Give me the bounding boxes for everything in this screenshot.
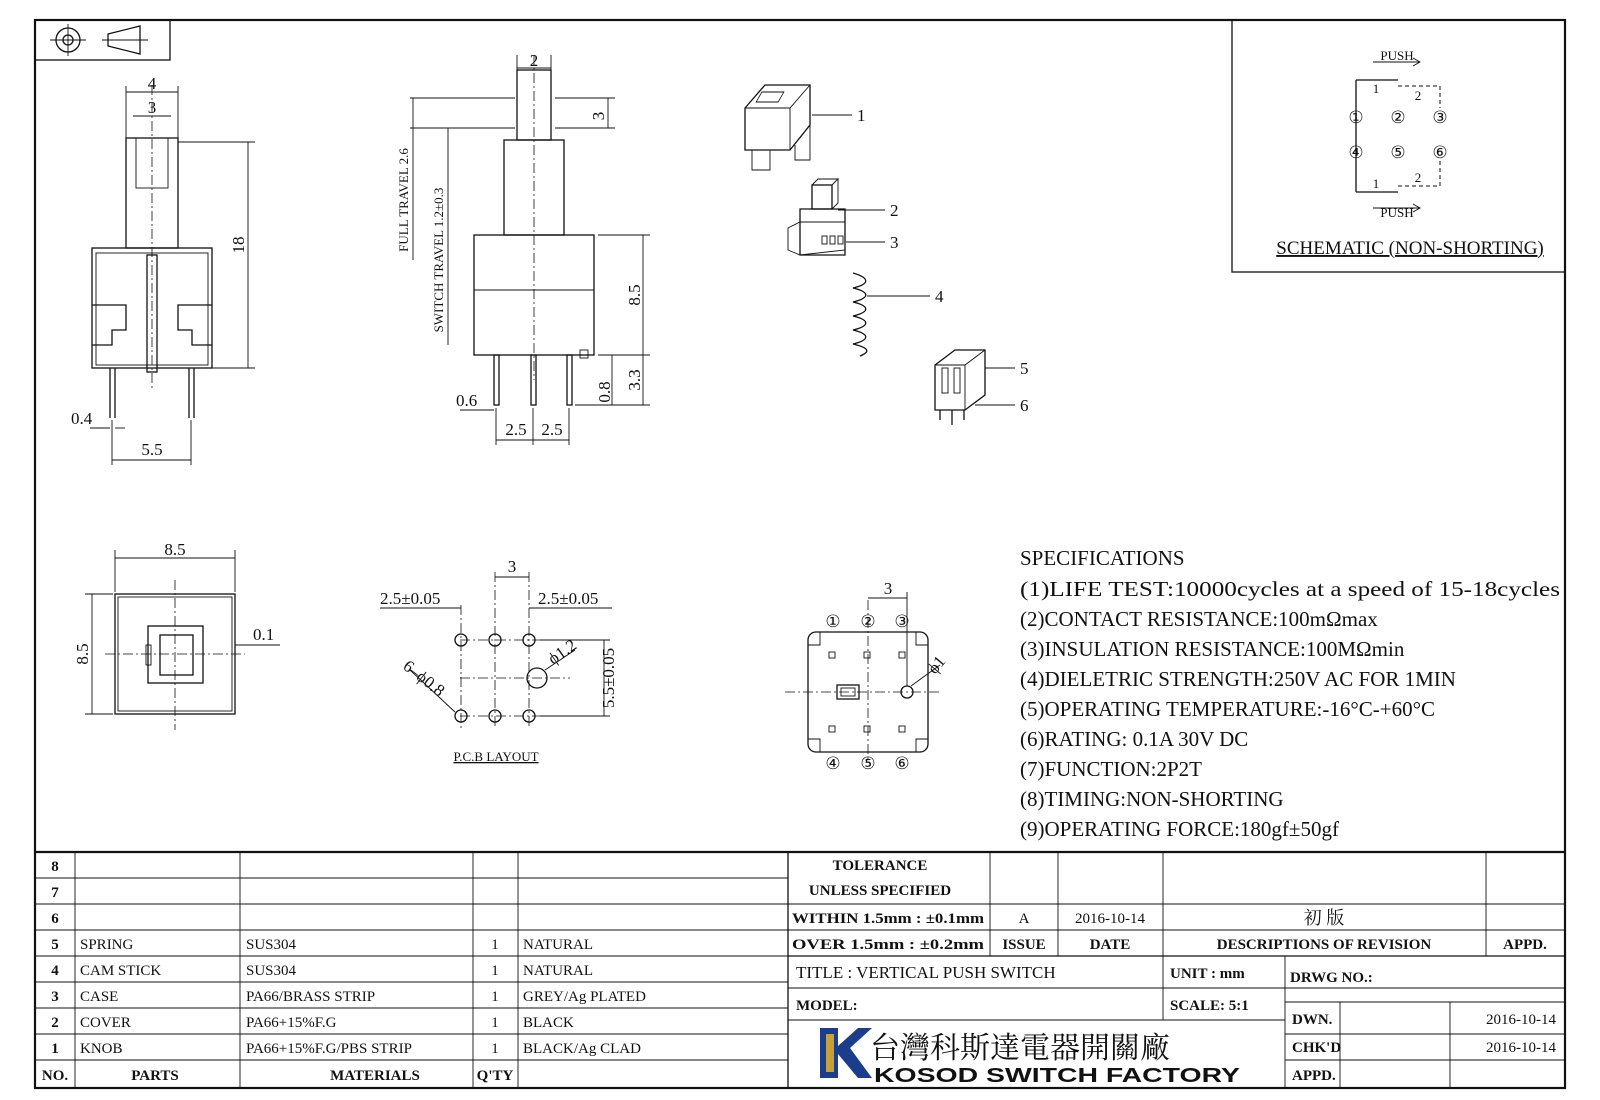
spec-title: SPECIFICATIONS: [1020, 546, 1185, 570]
bom-qty: 1: [491, 937, 499, 953]
dim-side-stand: 0.8: [595, 381, 614, 403]
bom-finish: BLACK/Ag CLAD: [523, 1041, 641, 1057]
bom-no: 6: [51, 911, 59, 927]
schematic-pin-4: ④: [1348, 143, 1364, 162]
schematic-contact-bottom-1: 1: [1372, 176, 1380, 191]
table-row: [51, 1041, 641, 1057]
dim-front-top-inner: 3: [147, 98, 157, 117]
spec-item-9: (9)OPERATING FORCE:180gf±50gf: [1020, 817, 1339, 841]
top-view: [85, 550, 280, 730]
bom-header-parts: PARTS: [131, 1068, 179, 1084]
bom-no: 1: [51, 1041, 59, 1057]
bom-material: SUS304: [246, 963, 297, 979]
schematic-contact-bottom-2: 2: [1414, 170, 1422, 185]
bom-qty: 1: [491, 1015, 499, 1031]
bom-no: 5: [51, 937, 59, 953]
schematic-pin-5: ⑤: [1390, 143, 1406, 162]
schematic-contact-top-1: 1: [1372, 81, 1380, 96]
spec-item-2: (2)CONTACT RESISTANCE:100mΩmax: [1020, 607, 1378, 631]
dim-pcb-right: 2.5±0.05: [538, 589, 599, 608]
bom-part: SPRING: [80, 937, 134, 953]
bom-rows: [42, 859, 646, 1084]
exploded-parts: [745, 85, 1015, 425]
callout-6: 6: [1020, 396, 1029, 415]
bom-no: 4: [51, 963, 59, 979]
table-row: [51, 885, 59, 901]
bottom-pin-1: ①: [825, 612, 841, 631]
dim-top-depth: 8.5: [73, 643, 92, 665]
revision-date: 2016-10-14: [1075, 911, 1145, 927]
dim-side-actuator: 2: [529, 51, 539, 70]
table-row: [51, 859, 59, 875]
schematic-pin-2: ②: [1390, 108, 1406, 127]
tolerance-line-2: UNLESS SPECIFIED: [808, 883, 952, 899]
schematic-push-top: PUSH: [1380, 48, 1414, 63]
company-logo-icon: [820, 1028, 872, 1078]
bom-part: CAM STICK: [80, 963, 162, 979]
dwn-label: DWN.: [1292, 1012, 1333, 1028]
drwg-no-label: DRWG NO.:: [1290, 970, 1373, 986]
spec-item-1: (1)LIFE TEST:10000cycles at a speed of 15-18cycles: [1020, 577, 1560, 601]
dim-bottom-pitch: 3: [883, 579, 893, 598]
dim-pcb-row: 5.5±0.05: [599, 647, 618, 709]
dim-front-pin: 0.4: [71, 409, 93, 428]
header-issue: ISSUE: [1002, 937, 1046, 953]
callout-2: 2: [890, 201, 899, 220]
spec-item-7: (7)FUNCTION:2P2T: [1020, 757, 1202, 781]
tolerance-within: WITHIN 1.5mm : ±0.1mm: [792, 911, 985, 927]
model-label: MODEL:: [796, 998, 858, 1014]
schematic-push-bottom: PUSH: [1380, 205, 1414, 220]
schematic-title: SCHEMATIC (NON-SHORTING): [1276, 238, 1544, 259]
dim-side-pitch-a: 2.5: [505, 420, 527, 439]
chkd-date: 2016-10-14: [1486, 1040, 1556, 1056]
callout-5: 5: [1020, 359, 1029, 378]
revision-issue: A: [1018, 911, 1030, 927]
schematic-pin-1: ①: [1348, 108, 1364, 127]
spring-icon: [853, 273, 867, 356]
header-appd: APPD.: [1503, 937, 1547, 953]
bom-no: 3: [51, 989, 59, 1005]
bom-finish: NATURAL: [523, 937, 593, 953]
table-row: [51, 963, 593, 979]
company-name-cn: 台灣科斯達電器開關廠: [870, 1031, 1170, 1066]
bom-part: KNOB: [80, 1041, 123, 1057]
callout-4: 4: [935, 287, 944, 306]
appd-label: APPD.: [1292, 1068, 1336, 1084]
table-row: [51, 911, 59, 927]
callout-1: 1: [857, 106, 866, 125]
dim-top-gap: 0.1: [253, 625, 275, 644]
bom-finish: BLACK: [523, 1015, 574, 1031]
drawing-title: TITLE : VERTICAL PUSH SWITCH: [796, 963, 1056, 982]
table-row: [51, 1015, 574, 1031]
dim-front-pitch: 5.5: [141, 440, 163, 459]
front-view: [90, 85, 255, 465]
callout-3: 3: [890, 233, 899, 252]
switch-travel-label: SWITCH TRAVEL 1.2±0.3: [431, 187, 446, 333]
dim-pcb-left: 2.5±0.05: [380, 589, 441, 608]
dim-pcb-pins: 6–ϕ0.8: [399, 656, 449, 701]
dim-side-travel-top: 3: [589, 111, 608, 121]
dim-side-body: 8.5: [625, 284, 644, 306]
pcb-caption: P.C.B LAYOUT: [453, 749, 539, 764]
bom-no: 2: [51, 1015, 59, 1031]
chkd-label: CHK'D: [1292, 1040, 1342, 1056]
tolerance-over: OVER 1.5mm : ±0.2mm: [792, 937, 985, 953]
header-descriptions: DESCRIPTIONS OF REVISION: [1216, 937, 1432, 953]
bom-qty: 1: [491, 1041, 499, 1057]
projection-symbol: [35, 20, 170, 60]
unit-label: UNIT : mm: [1170, 966, 1245, 982]
bom-part: COVER: [80, 1015, 131, 1031]
side-view: [410, 55, 650, 445]
dim-bottom-hole: ϕ1: [923, 651, 950, 678]
bom-finish: GREY/Ag PLATED: [523, 989, 646, 1005]
table-row: [51, 937, 593, 953]
table-header-row: [42, 1068, 514, 1084]
bom-material: SUS304: [246, 937, 297, 953]
bottom-pin-4: ④: [825, 754, 841, 773]
bom-header-qty: Q'TY: [476, 1068, 514, 1084]
dwn-date: 2016-10-14: [1486, 1012, 1556, 1028]
dim-front-top-outer: 4: [147, 74, 157, 93]
bom-no: 7: [51, 885, 59, 901]
spec-item-8: (8)TIMING:NON-SHORTING: [1020, 787, 1284, 811]
scale-label: SCALE: 5:1: [1170, 998, 1249, 1014]
bom-qty: 1: [491, 963, 499, 979]
revision-description: 初 版: [1303, 908, 1345, 928]
header-date: DATE: [1089, 937, 1131, 953]
spec-item-5: (5)OPERATING TEMPERATURE:-16°C-+60°C: [1020, 697, 1436, 721]
spec-item-6: (6)RATING: 0.1A 30V DC: [1020, 727, 1249, 751]
dim-side-pin-len: 3.3: [625, 369, 644, 391]
dim-side-pitch-b: 2.5: [541, 420, 563, 439]
dim-front-height: 18: [229, 236, 248, 254]
bom-qty: 1: [491, 989, 499, 1005]
bom-part: CASE: [80, 989, 119, 1005]
spec-item-4: (4)DIELETRIC STRENGTH:250V AC FOR 1MIN: [1020, 667, 1456, 691]
company-name-en: KOSOD SWITCH FACTORY: [874, 1065, 1241, 1087]
bom-material: PA66+15%F.G/PBS STRIP: [246, 1041, 412, 1057]
bom-material: PA66/BRASS STRIP: [246, 989, 376, 1005]
bottom-pin-5: ⑤: [860, 754, 876, 773]
bom-material: PA66+15%F.G: [246, 1015, 337, 1031]
full-travel-label: FULL TRAVEL 2.6: [396, 148, 411, 252]
schematic-pin-3: ③: [1432, 108, 1448, 127]
spec-item-3: (3)INSULATION RESISTANCE:100MΩmin: [1020, 637, 1405, 661]
tolerance-line-1: TOLERANCE: [832, 858, 928, 874]
dim-pcb-pitch: 3: [507, 557, 517, 576]
bottom-pin-2: ②: [860, 612, 876, 631]
schematic-pin-6: ⑥: [1432, 143, 1448, 162]
table-row: [51, 989, 646, 1005]
dim-top-width: 8.5: [164, 540, 186, 559]
bom-finish: NATURAL: [523, 963, 593, 979]
dim-side-pin-w: 0.6: [456, 391, 478, 410]
bom-header-no: NO.: [41, 1068, 69, 1084]
dim-pcb-hole: ϕ1.2: [544, 635, 581, 669]
bom-header-materials: MATERIALS: [330, 1068, 420, 1084]
bom-no: 8: [51, 859, 59, 875]
bottom-pin-3: ③: [894, 612, 910, 631]
bottom-pin-6: ⑥: [894, 754, 910, 773]
schematic-contact-top-2: 2: [1414, 88, 1422, 103]
